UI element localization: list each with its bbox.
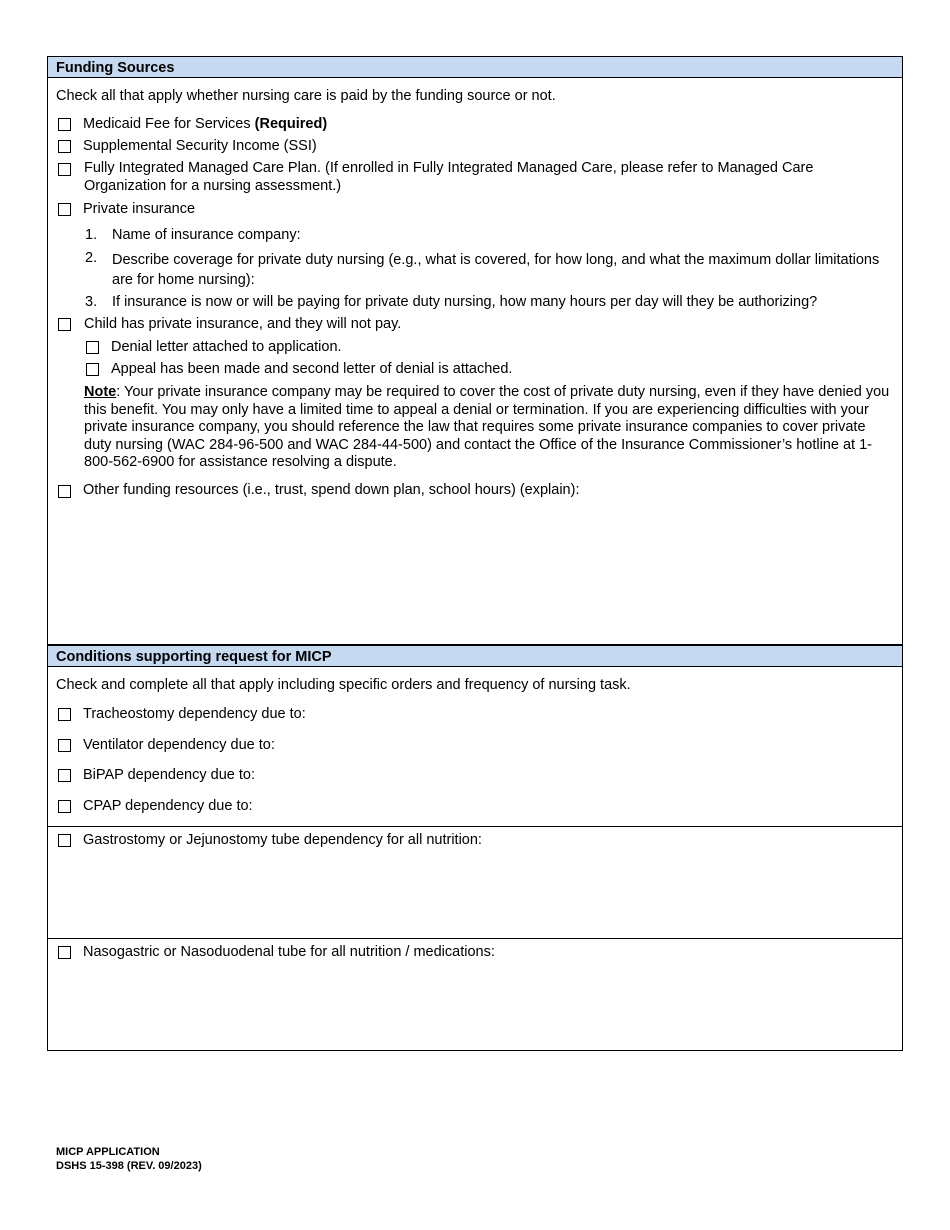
ngtube-checkbox[interactable] xyxy=(58,946,71,959)
cpap-label: CPAP dependency due to: xyxy=(83,798,253,814)
funding-sources-section xyxy=(47,78,903,645)
fimc-checkbox[interactable] xyxy=(58,163,71,176)
question-3-number: 3. xyxy=(85,294,98,310)
child-no-pay-label: Child has private insurance, and they will not pay. xyxy=(84,316,402,332)
private-insurance-checkbox[interactable] xyxy=(58,203,71,216)
funding-intro: Check all that apply whether nursing care is paid by the funding source or not. xyxy=(56,88,556,104)
conditions-intro: Check and complete all that apply including specific orders and frequency of nursing task. xyxy=(56,677,631,693)
ssi-checkbox[interactable] xyxy=(58,140,71,153)
ventilator-label: Ventilator dependency due to: xyxy=(83,737,275,753)
ngtube-section xyxy=(47,939,903,1051)
micp-form xyxy=(47,56,903,1051)
note-label: Note xyxy=(84,384,117,400)
funding-sources-header: Funding Sources xyxy=(47,56,903,78)
ssi-label: Supplemental Security Income (SSI) xyxy=(83,138,317,154)
bipap-checkbox[interactable] xyxy=(58,769,71,782)
gtube-section xyxy=(47,827,903,939)
form-footer xyxy=(56,1145,202,1173)
note-text: : Your private insurance company may be required to cover the cost of private duty nursing, even if they have denied you this benefit. You may only have a limited time to appeal a denial or termination. If you are experiencing difficulties with your private insurance company, you should reference the law that requires some private insurance companies to cover private duty nursing (WAC 284-96-500 and WAC 284-44-500) and contact the Office of the Insurance Commissioner’s hotline at 1-800-562-6900 for assistance resolving a dispute. xyxy=(84,384,890,470)
gtube-label: Gastrostomy or Jejunostomy tube dependency for all nutrition: xyxy=(83,832,482,848)
fimc-label: Fully Integrated Managed Care Plan. (If enrolled in Fully Integrated Managed Care, please refer to Managed Care Organization for a nursing assessment.) xyxy=(84,160,814,194)
private-insurance-label: Private insurance xyxy=(83,201,196,217)
conditions-section xyxy=(47,667,903,827)
medicaid-checkbox[interactable] xyxy=(58,118,71,131)
bipap-label: BiPAP dependency due to: xyxy=(83,767,255,783)
child-no-pay-checkbox[interactable] xyxy=(58,318,71,331)
other-funding-checkbox[interactable] xyxy=(58,485,71,498)
ngtube-label: Nasogastric or Nasoduodenal tube for all nutrition / medications: xyxy=(83,944,495,960)
question-3-text: If insurance is now or will be paying for private duty nursing, how many hours per day will they be authorizing? xyxy=(112,294,818,310)
question-1-text: Name of insurance company: xyxy=(112,227,301,243)
question-2-text: Describe coverage for private duty nursing (e.g., what is covered, for how long, and what the maximum dollar limitations are for home nursing): xyxy=(112,252,880,288)
tracheostomy-checkbox[interactable] xyxy=(58,708,71,721)
appeal-checkbox[interactable] xyxy=(86,363,99,376)
medicaid-required: (Required) xyxy=(254,116,328,132)
medicaid-label-text: Medicaid Fee for Services xyxy=(83,116,255,132)
question-1-number: 1. xyxy=(85,227,98,243)
footer-form-number: DSHS 15-398 (REV. 09/2023) xyxy=(56,1160,202,1172)
conditions-header: Conditions supporting request for MICP xyxy=(47,645,903,667)
medicaid-label xyxy=(83,116,327,132)
insurance-note xyxy=(84,384,896,472)
ventilator-checkbox[interactable] xyxy=(58,739,71,752)
denial-letter-checkbox[interactable] xyxy=(86,341,99,354)
other-funding-label: Other funding resources (i.e., trust, spend down plan, school hours) (explain): xyxy=(83,482,580,498)
question-2-number: 2. xyxy=(85,250,98,266)
appeal-label: Appeal has been made and second letter of denial is attached. xyxy=(111,361,513,377)
cpap-checkbox[interactable] xyxy=(58,800,71,813)
tracheostomy-label: Tracheostomy dependency due to: xyxy=(83,706,306,722)
gtube-checkbox[interactable] xyxy=(58,834,71,847)
footer-form-name: MICP APPLICATION xyxy=(56,1146,160,1158)
denial-letter-label: Denial letter attached to application. xyxy=(111,339,342,355)
